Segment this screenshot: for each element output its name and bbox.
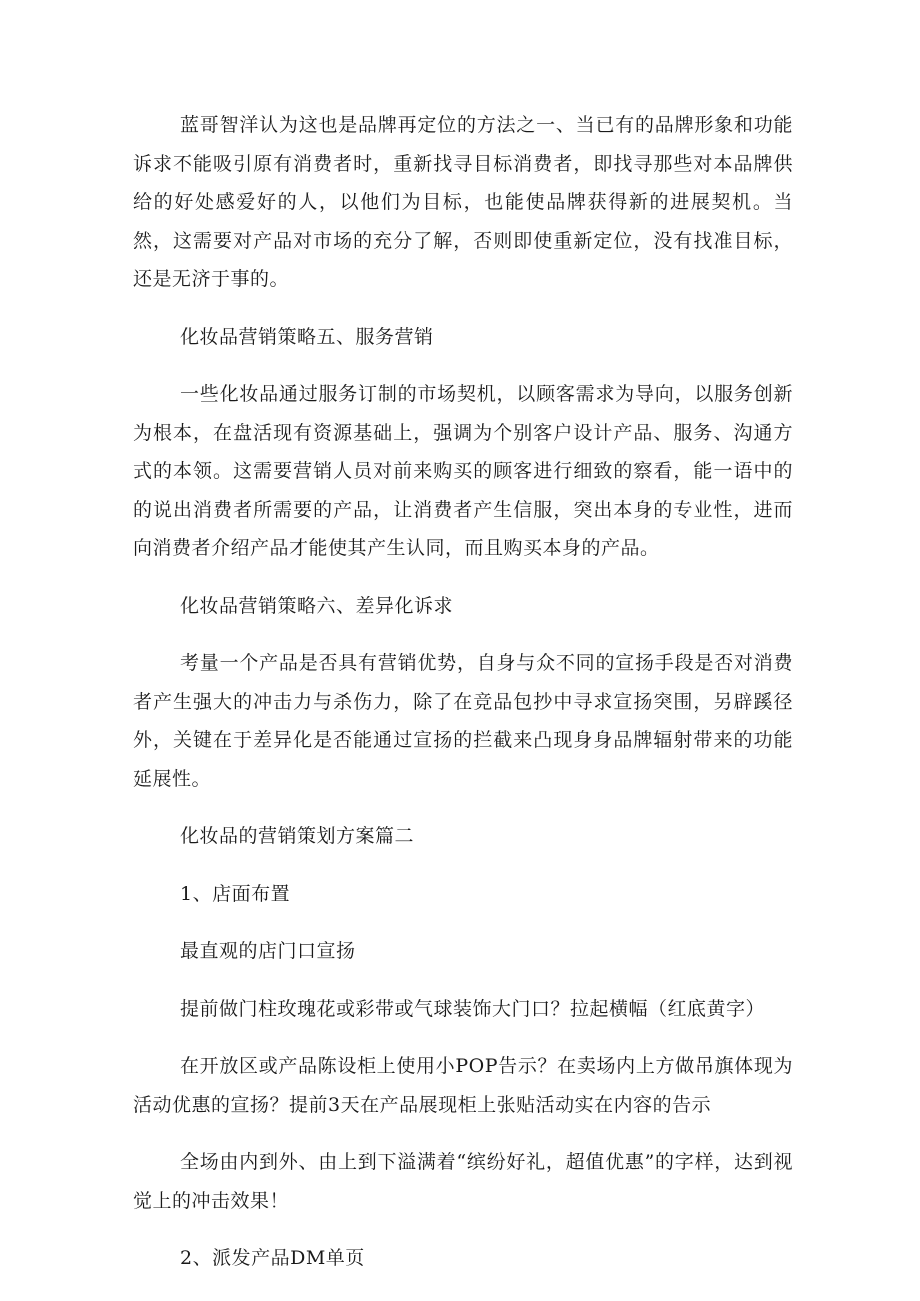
heading-strategy-five: 化妆品营销策略五、服务营销	[180, 325, 434, 348]
heading-strategy-six: 化妆品营销策略六、差异化诉求	[180, 594, 454, 617]
paragraph-pop-signage: 在开放区或产品陈设柜上使用小POP告示？在卖场内上方做吊旗体现为活动优惠的宣扬？提前3天在产品展现柜上张贴活动实在内容的告示	[133, 1055, 793, 1116]
paragraph-visual-impact: 全场由内到外、由上到下溢满着“缤纷好礼，超值优惠”的字样，达到视觉上的冲击效果！	[133, 1151, 793, 1212]
heading-store-layout: 1、店面布置	[180, 882, 291, 905]
document-body	[133, 106, 793, 1297]
paragraph-service-marketing: 一些化妆品通过服务订制的市场契机，以顾客需求为导向，以服务创新为根本，在盘活现有资源基础上，强调为个别客户设计产品、服务、沟通方式的本领。这需要营销人员对前来购买的顾客进行细致的察看，能一语中的的说出消费者所需要的产品，让消费者产生信服，突出本身的专业性，进而向消费者介绍产品才能使其产生认同，而且购买本身的产品。	[133, 383, 793, 559]
paragraph-entrance-decoration: 提前做门柱玫瑰花或彩带或气球装饰大门口？拉起横幅（红底黄字）	[180, 997, 766, 1020]
paragraph-brand-repositioning: 蓝哥智洋认为这也是品牌再定位的方法之一、当已有的品牌形象和功能诉求不能吸引原有消费者时，重新找寻目标消费者，即找寻那些对本品牌供给的好处感爱好的人，以他们为目标，也能使品牌获得新的进展契机。当然，这需要对产品对市场的充分了解，否则即使重新定位，没有找准目标，还是无济于事的。	[133, 114, 793, 290]
heading-plan-part-two: 化妆品的营销策划方案篇二	[180, 825, 415, 847]
paragraph-storefront-promo: 最直观的店门口宣扬	[180, 940, 356, 962]
paragraph-differentiation: 考量一个产品是否具有营销优势，自身与众不同的宣扬手段是否对消费者产生强大的冲击力与杀伤力，除了在竞品包抄中寻求宣扬突围，另辟蹊径外，关键在于差异化是否能通过宣扬的拦截来凸现身身品牌辐射带来的功能延展性。	[133, 652, 793, 790]
heading-dm-flyers: 2、派发产品DM单页	[180, 1247, 365, 1269]
